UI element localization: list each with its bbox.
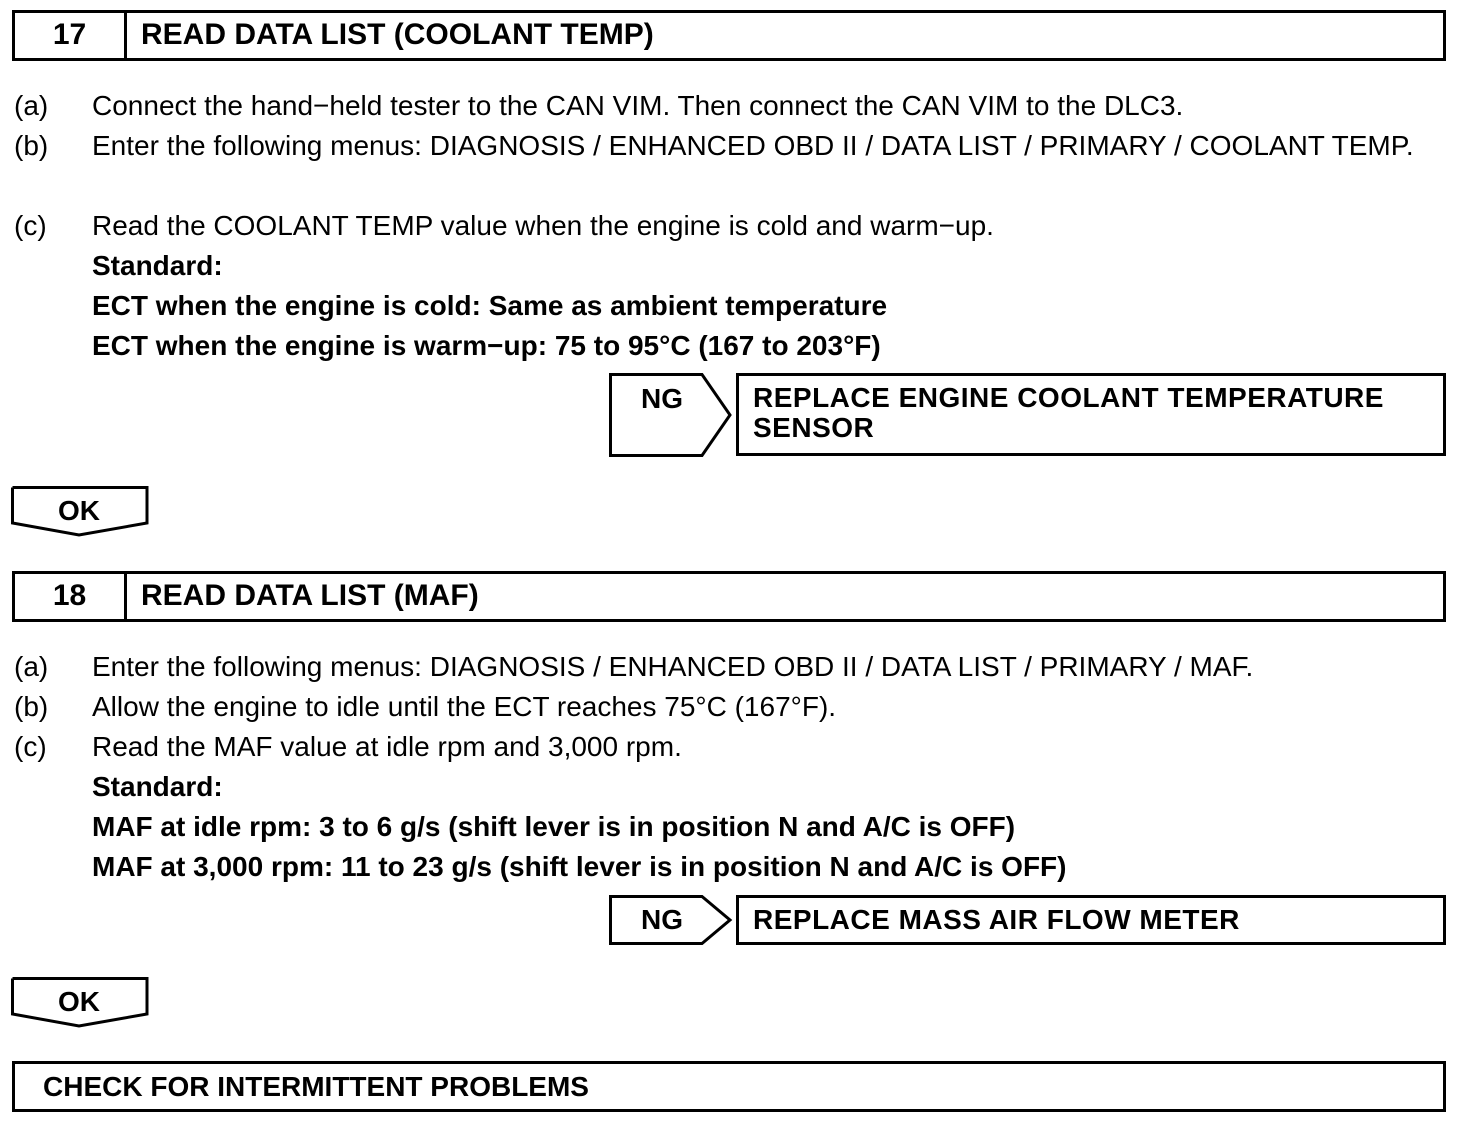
step-number: 17: [15, 13, 127, 58]
step-17-header: [12, 10, 1446, 61]
item-text: Enter the following menus: DIAGNOSIS / ENHANCED OBD II / DATA LIST / PRIMARY / COOLANT TEMP.: [92, 130, 1414, 161]
item-text: Allow the engine to idle until the ECT reaches 75°C (167°F).: [92, 691, 837, 722]
ng-label: NG: [641, 383, 683, 414]
standard-spec: MAF at idle rpm: 3 to 6 g/s (shift lever is in position N and A/C is OFF): [92, 811, 1016, 842]
ng-result-box: REPLACE MASS AIR FLOW METER: [736, 895, 1446, 945]
final-step-box: CHECK FOR INTERMITTENT PROBLEMS: [12, 1061, 1446, 1112]
standard-spec: ECT when the engine is cold: Same as ambient temperature: [92, 290, 888, 321]
item-label: (c): [14, 210, 47, 241]
item-label: (a): [14, 651, 49, 682]
ok-label: OK: [58, 495, 100, 526]
standard-heading: Standard:: [92, 250, 223, 281]
item-text: Read the MAF value at idle rpm and 3,000 rpm.: [92, 731, 682, 762]
item-text: Connect the hand−held tester to the CAN VIM. Then connect the CAN VIM to the DLC3.: [92, 90, 1184, 121]
item-text: Read the COOLANT TEMP value when the engine is cold and warm−up.: [92, 210, 994, 241]
ok-label: OK: [58, 986, 100, 1017]
step-title: READ DATA LIST (COOLANT TEMP): [141, 18, 654, 51]
ng-label: NG: [641, 904, 683, 935]
standard-spec: ECT when the engine is warm−up: 75 to 95°C (167 to 203°F): [92, 330, 881, 361]
step-18-header: [12, 571, 1446, 622]
step-number: 18: [15, 574, 127, 619]
standard-spec: MAF at 3,000 rpm: 11 to 23 g/s (shift lever is in position N and A/C is OFF): [92, 851, 1067, 882]
step-title: READ DATA LIST (MAF): [141, 579, 479, 612]
ng-result-box: REPLACE ENGINE COOLANT TEMPERATURE SENSOR: [736, 373, 1446, 456]
item-label: (c): [14, 731, 47, 762]
item-text: Enter the following menus: DIAGNOSIS / ENHANCED OBD II / DATA LIST / PRIMARY / MAF.: [92, 651, 1254, 682]
item-label: (b): [14, 130, 49, 161]
item-label: (a): [14, 90, 49, 121]
item-label: (b): [14, 691, 49, 722]
standard-heading: Standard:: [92, 771, 223, 802]
